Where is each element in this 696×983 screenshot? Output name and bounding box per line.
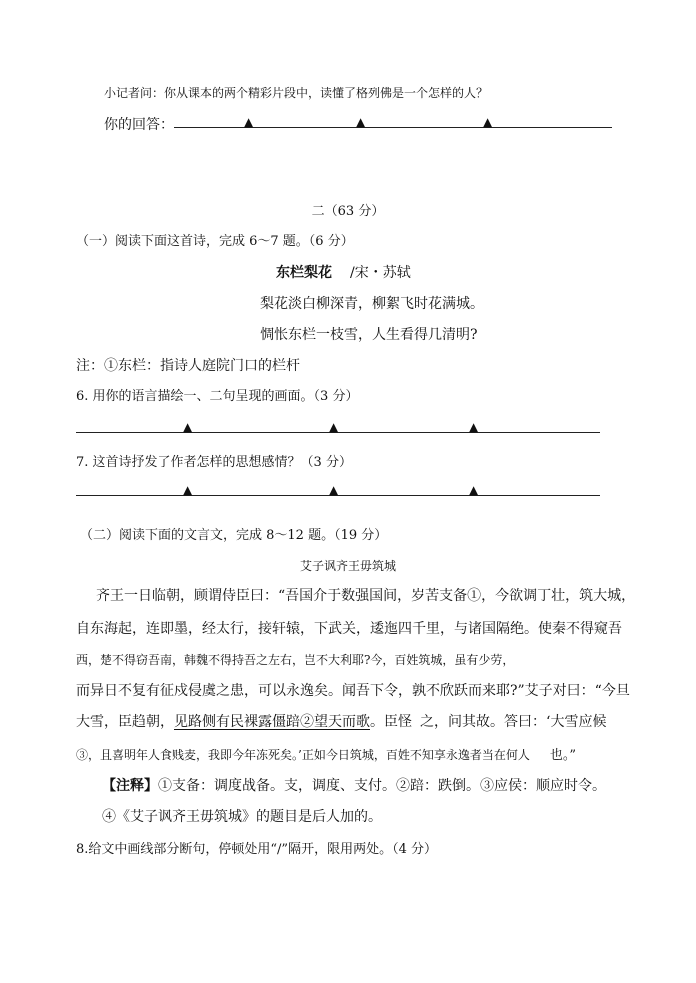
poem-author: /宋・苏轼 <box>350 265 411 281</box>
passage-line-6-end: 也。” <box>549 748 576 763</box>
poem-title: 东栏梨花 <box>276 265 332 281</box>
classical-title: 艾子讽齐王毋筑城 <box>299 559 396 573</box>
classical-intro: （二）阅读下面的文言文，完成 8～12 题。（19 分） <box>80 528 388 543</box>
q6-marker-3: ▲ <box>469 420 479 434</box>
q7-marker-3: ▲ <box>469 483 479 497</box>
passage-line-6-start: ③，且喜明年人食贱麦，我即今年冻死矣。’正如今日筑城，百姓不知享永逸者当在何人 <box>76 748 530 762</box>
question-7: 7. 这首诗抒发了作者怎样的思想感情？（3 分） <box>76 455 352 470</box>
q6-marker-2: ▲ <box>329 420 339 434</box>
poem-line-2: 惆怅东栏一枝雪，人生看得几清明? <box>260 327 478 343</box>
poem-line-1: 梨花淡白柳深青，柳絮飞时花满城。 <box>260 296 484 312</box>
answer-marker-3: ▲ <box>483 115 493 129</box>
passage-line-5-mid: 。臣怪 <box>370 714 412 730</box>
reporter-question: 小记者问：你从课本的两个精彩片段中，读懂了格列佛是一个怎样的人？ <box>104 86 489 100</box>
q7-marker-2: ▲ <box>329 483 339 497</box>
passage-line-5-end: 之，问其故。答曰：‘大雪应候 <box>420 714 607 730</box>
poem-note: 注：①东栏：指诗人庭院门口的栏杆 <box>76 358 300 374</box>
poem-intro: （一）阅读下面这首诗，完成 6～7 题。（6 分） <box>76 234 354 249</box>
answer-label: 你的回答： <box>104 117 174 133</box>
q6-marker-1: ▲ <box>183 420 193 434</box>
answer-marker-1: ▲ <box>244 115 254 129</box>
passage-line-1: 齐王一日临朝，顾谓侍臣曰：“吾国介于数强国间，岁苦支备①，今欲调丁壮，筑大城， <box>96 588 636 604</box>
passage-line-2: 自东海起，连即墨，经太行，接轩辕，下武关，逶迤四千里，与诸国隔绝。使秦不得窥吾 <box>76 621 622 637</box>
question-6: 6. 用你的语言描绘一、二句呈现的画面。（3 分） <box>76 389 359 404</box>
annotation-text-1: ①支备：调度战备。支，调度、支付。②踣：跌倒。③应侯：顺应时令。 <box>158 778 606 794</box>
passage-line-3: 西，楚不得窃吾南，韩魏不得持吾之左右，岂不大利耶?今，百姓筑城，虽有少劳， <box>76 653 515 667</box>
underlined-segment: 见路侧有民裸露僵踣②望天而歌 <box>174 714 370 730</box>
annotation-label: 【注释】 <box>102 778 158 794</box>
poem-title-line <box>276 262 411 282</box>
passage-line-5 <box>76 711 606 731</box>
answer-line[interactable] <box>174 127 612 128</box>
annotation-line-2: ④《艾子讽齐王毋筑城》的题目是后人加的。 <box>102 809 382 825</box>
annotation-line-1 <box>102 775 606 795</box>
section-two-heading: 二（63 分） <box>311 204 385 219</box>
passage-line-4: 而异日不复有征戍侵虞之患，可以永逸矣。闻吾下令，孰不欣跃而来耶?”艾子对曰：“今旦 <box>76 683 630 699</box>
question-8: 8.给文中画线部分断句，停顿处用“/”隔开，限用两处。（4 分） <box>76 842 437 857</box>
q7-marker-1: ▲ <box>183 483 193 497</box>
passage-line-5-start: 大雪，臣趋朝， <box>76 714 174 730</box>
passage-line-6 <box>76 744 576 763</box>
answer-marker-2: ▲ <box>356 115 366 129</box>
